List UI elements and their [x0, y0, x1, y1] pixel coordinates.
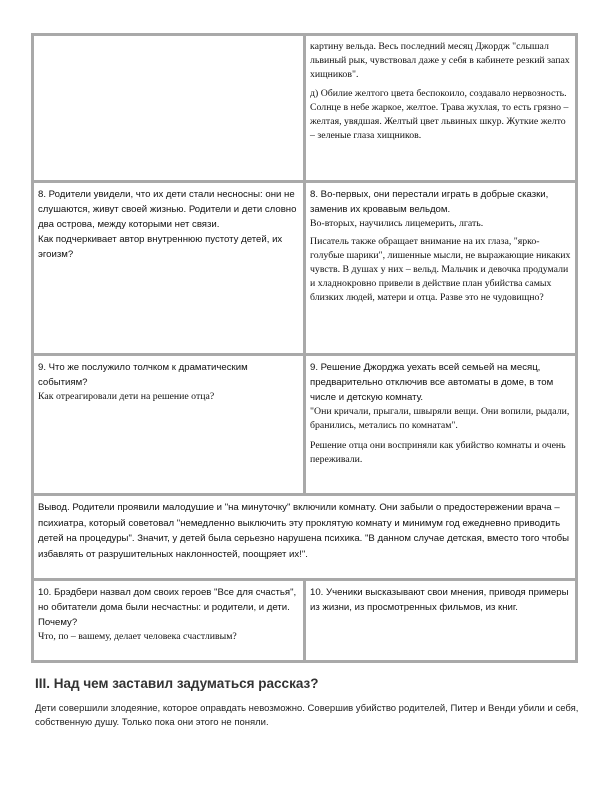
row5-right-text-1: 10. Ученики высказывают свои мнения, приводя примеры из жизни, из просмотренных фильмов, из книг.	[310, 587, 569, 613]
row2-right-text-2: Во-вторых, научились лицемерить, лгать.	[310, 218, 484, 229]
row1-right-cell	[306, 36, 575, 180]
row3-right-text-3: Решение отца они восприняли как убийство комнаты и очень переживали.	[310, 440, 566, 465]
row3-left-cell	[34, 356, 303, 493]
section-title: III. Над чем заставил задуматься рассказ?	[35, 676, 319, 691]
conclusion-text: Вывод. Родители проявили малодушие и "на минуточку" включили комнату. Они забыли о предостережении врача – психиатра, который советовал "немедленно выключить эту проклятую комнату и минимум год ежедневно приводить детей на процедуры". Значит, у детей была серьезно нарушена психика. "В данном случае детская, вместо того чтобы избавлять от разрушительных наклонностей, поощряет их!".	[38, 502, 570, 560]
row2-left-text-1: 8. Родители увидели, что их дети стали несносны: они не слушаются, живут своей жизнью. Родители и дети словно два острова, между которыми нет связи.	[38, 189, 297, 230]
row3-left-text-1: 9. Что же послужило толчком к драматическим событиям?	[38, 362, 248, 388]
lesson-table	[31, 33, 578, 663]
row5-left-text-1: 10. Брэдбери назвал дом своих героев "Все для счастья", но обитатели дома были несчастны: и родители, и дети. Почему?	[38, 587, 297, 628]
row2-left-text-2: Как подчеркивает автор внутреннюю пустоту детей, их эгоизм?	[38, 234, 283, 260]
conclusion-cell	[34, 496, 575, 578]
row1-right-text-1: картину вельда. Весь последний месяц Джордж "слышал львиный рык, чувствовал даже у себя в кабинете резкий запах хищников".	[310, 41, 570, 80]
row3-right-cell	[306, 356, 575, 493]
row5-left-text-2: Что, по – вашему, делает человека счастливым?	[38, 631, 237, 642]
row2-left-cell	[34, 183, 303, 353]
row2-right-text-1: 8. Во-первых, они перестали играть в добрые сказки, заменив их кровавым вельдом.	[310, 189, 549, 215]
row1-right-text-2: д) Обилие желтого цвета беспокоило, создавало нервозность. Солнце в небе жаркое, желтое. Трава жухлая, то есть грязно – желтая, увядшая. Желтый цвет львиных шкур. Жуткие желто – зеленые глаза хищников.	[310, 88, 569, 141]
row3-right-text-1: 9. Решение Джорджа уехать всей семьей на месяц, предварительно отключив все автоматы в доме, в том числе и детскую комнату.	[310, 362, 554, 403]
row5-left-cell	[34, 581, 303, 660]
row2-right-text-3: Писатель также обращает внимание на их глаза, "ярко-голубые шарики", лишенные мысли, не выражающие никаких чувств. В душах у них – вельд. Мальчик и девочка продумали и хладнокровно привели в действие план убийства самых близких людей, матери и отца. Разве это не чудовищно?	[310, 236, 571, 303]
row3-right-text-2: "Они кричали, прыгали, швыряли вещи. Они вопили, рыдали, бранились, метались по комнатам".	[310, 406, 570, 431]
section-text: Дети совершили злодеяние, которое оправдать невозможно. Совершив убийство родителей, Питер и Венди убили и себя, собственную душу. Только пока они этого не поняли.	[35, 703, 579, 728]
row5-right-cell	[306, 581, 575, 660]
row3-left-text-2: Как отреагировали дети на решение отца?	[38, 391, 215, 402]
row1-left-cell	[34, 36, 303, 180]
row2-right-cell	[306, 183, 575, 353]
